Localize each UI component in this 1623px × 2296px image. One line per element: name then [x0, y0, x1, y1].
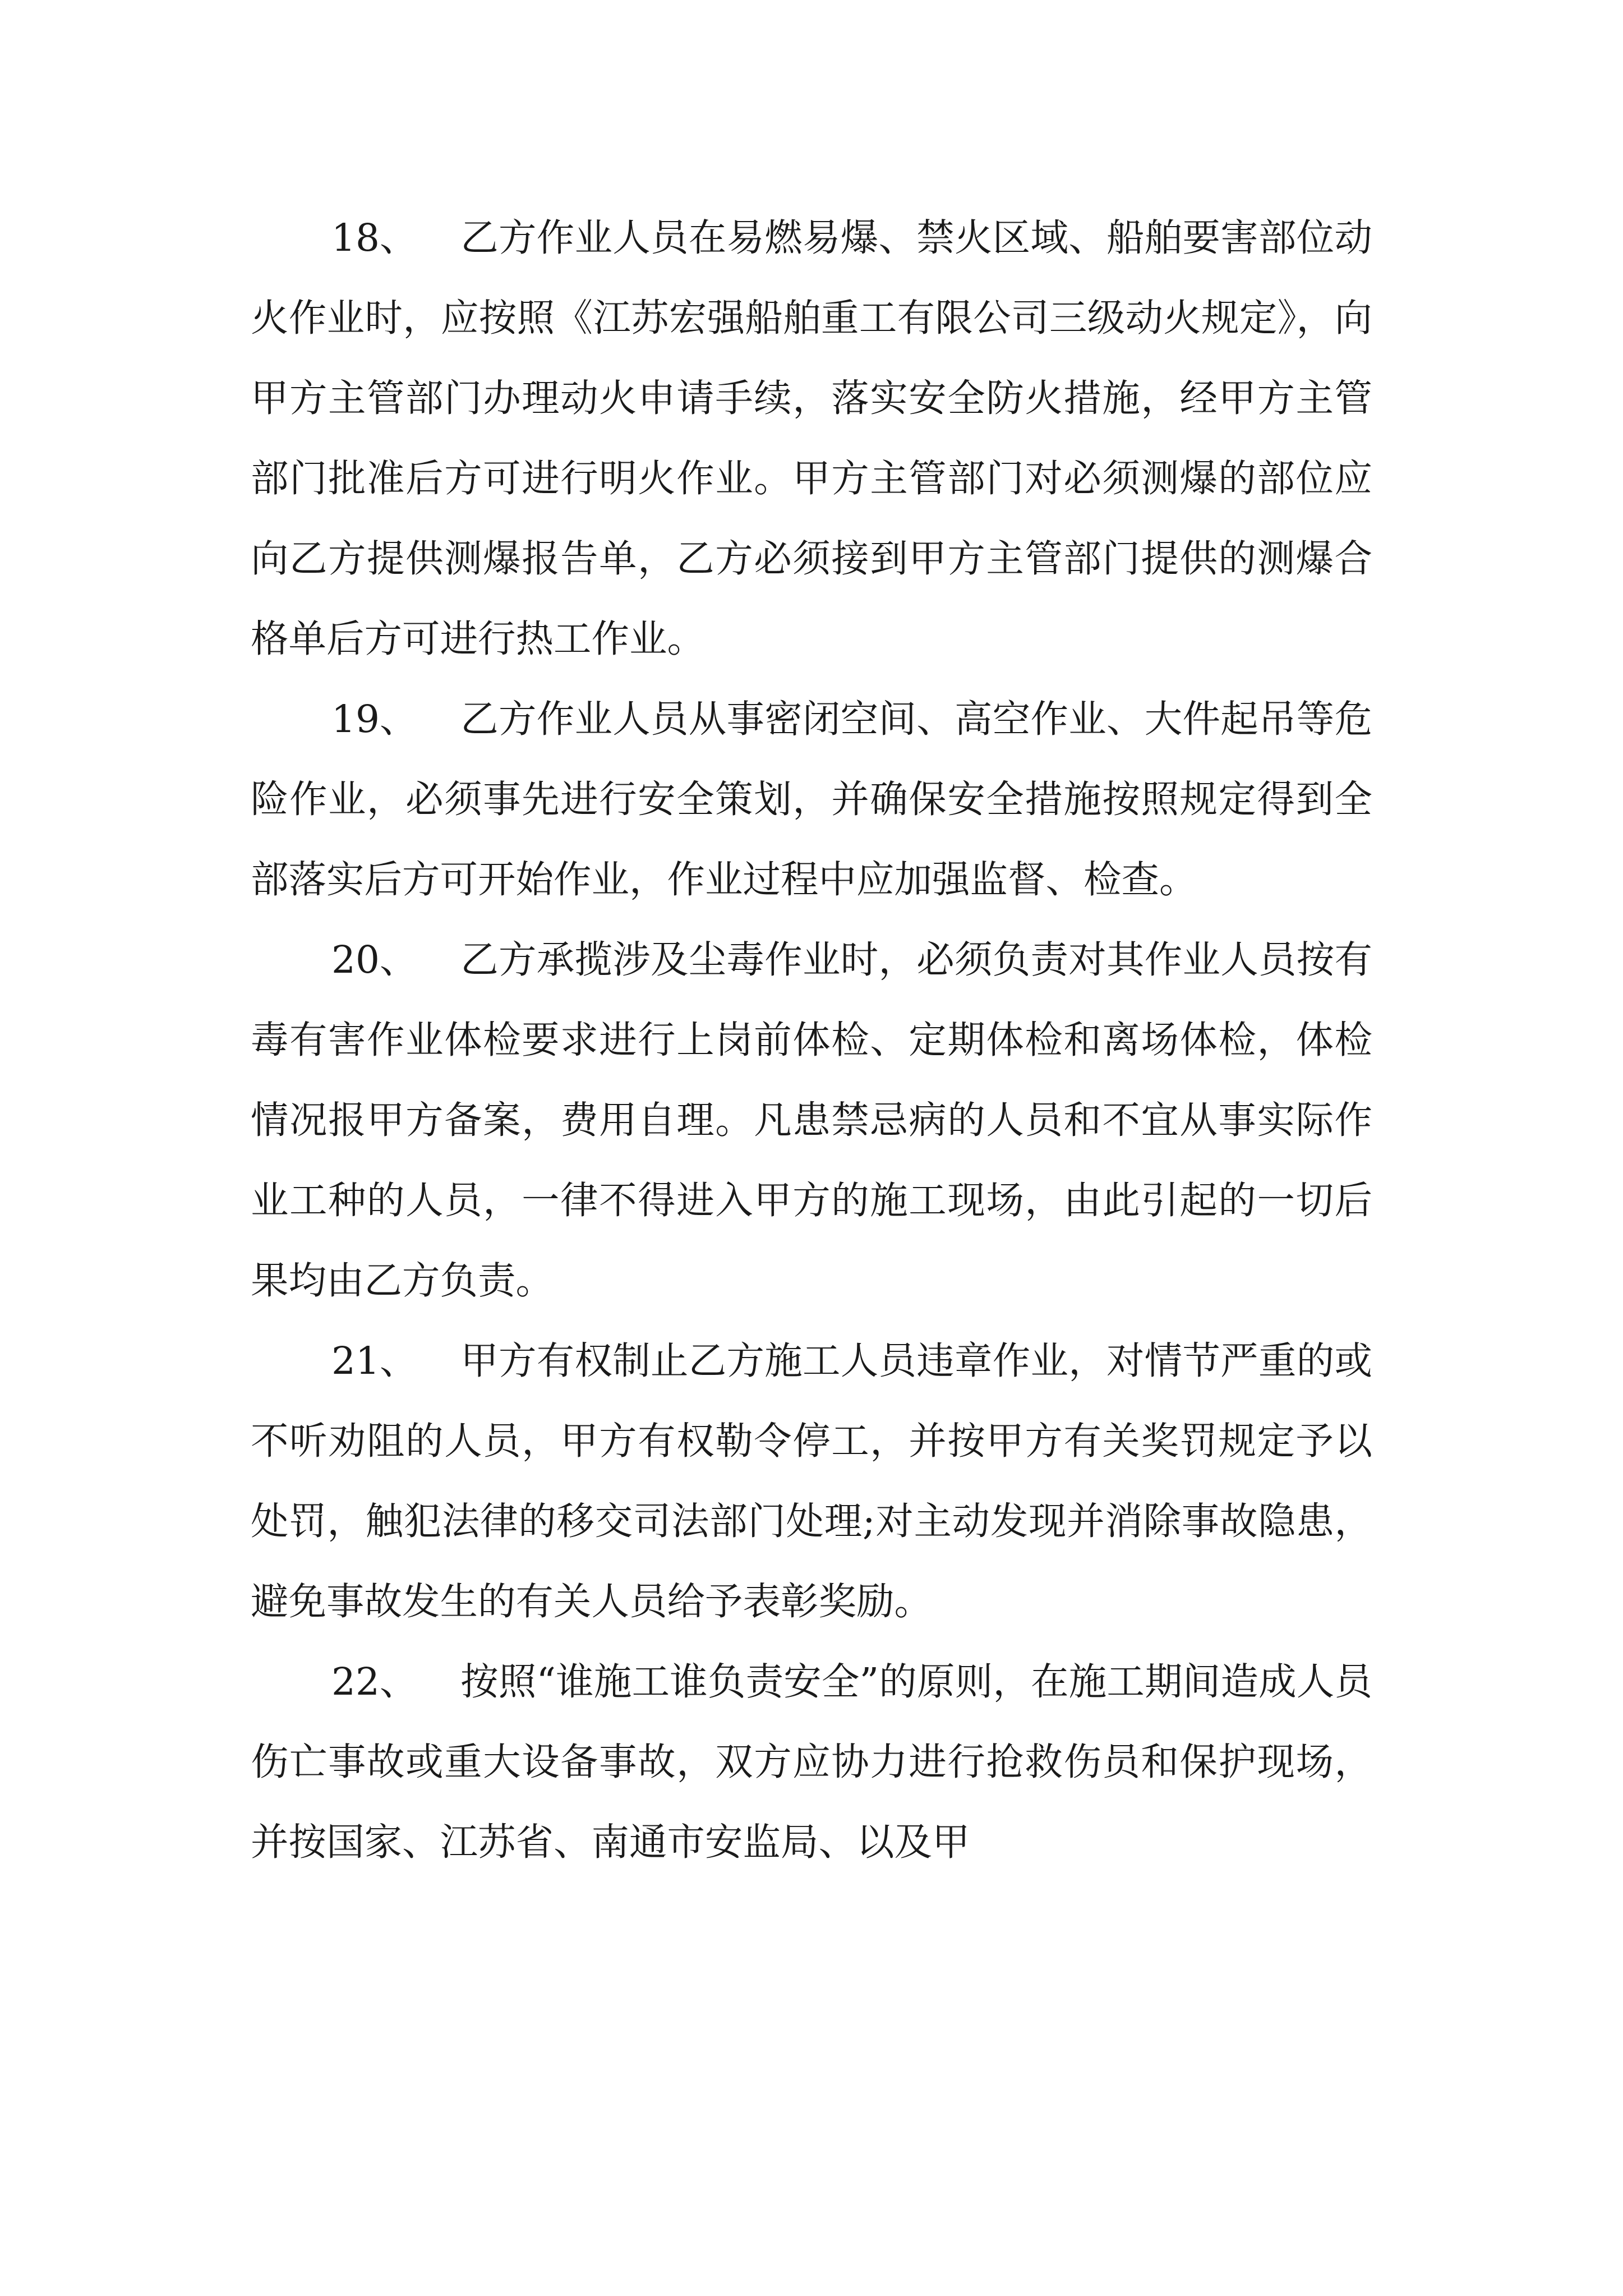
clause-number: 21、 [331, 1338, 418, 1383]
clause-19 [251, 679, 1372, 919]
clause-number: 18、 [331, 215, 418, 260]
clause-18 [251, 197, 1372, 679]
clause-number: 19、 [331, 697, 418, 741]
clause-text: 乙方作业人员在易燃易爆、禁火区域、船舶要害部位动火作业时，应按照《江苏宏强船舶重工有限公司三级动火规定》，向甲方主管部门办理动火申请手续，落实安全防火措施，经甲方主管部门批准后方可进行明火作业。甲方主管部门对必须测爆的部位应向乙方提供测爆报告单，乙方必须接到甲方主管部门提供的测爆合格单后方可进行热工作业。 [251, 215, 1372, 661]
clause-number: 22、 [331, 1659, 418, 1704]
clause-21 [251, 1320, 1372, 1641]
clause-20 [251, 919, 1372, 1320]
clause-text: 甲方有权制止乙方施工人员违章作业，对情节严重的或不听劝阻的人员，甲方有权勒令停工，并按甲方有关奖罚规定予以处罚，触犯法律的移交司法部门处理;对主动发现并消除事故隐患，避免事故发生的有关人员给予表彰奖励。 [251, 1338, 1372, 1623]
clause-text: 按照“谁施工谁负责安全”的原则，在施工期间造成人员伤亡事故或重大设备事故，双方应协力进行抢救伤员和保护现场，并按国家、江苏省、南通市安监局、以及甲 [251, 1659, 1372, 1864]
clause-22 [251, 1641, 1372, 1882]
clause-text: 乙方承揽涉及尘毒作业时，必须负责对其作业人员按有毒有害作业体检要求进行上岗前体检、定期体检和离场体检，体检情况报甲方备案，费用自理。凡患禁忌病的人员和不宜从事实际作业工种的人员，一律不得进入甲方的施工现场，由此引起的一切后果均由乙方负责。 [251, 937, 1372, 1303]
clause-text: 乙方作业人员从事密闭空间、高空作业、大件起吊等危险作业，必须事先进行安全策划，并确保安全措施按照规定得到全部落实后方可开始作业，作业过程中应加强监督、检查。 [251, 697, 1372, 901]
clause-number: 20、 [331, 937, 418, 982]
document-body [251, 197, 1372, 1882]
